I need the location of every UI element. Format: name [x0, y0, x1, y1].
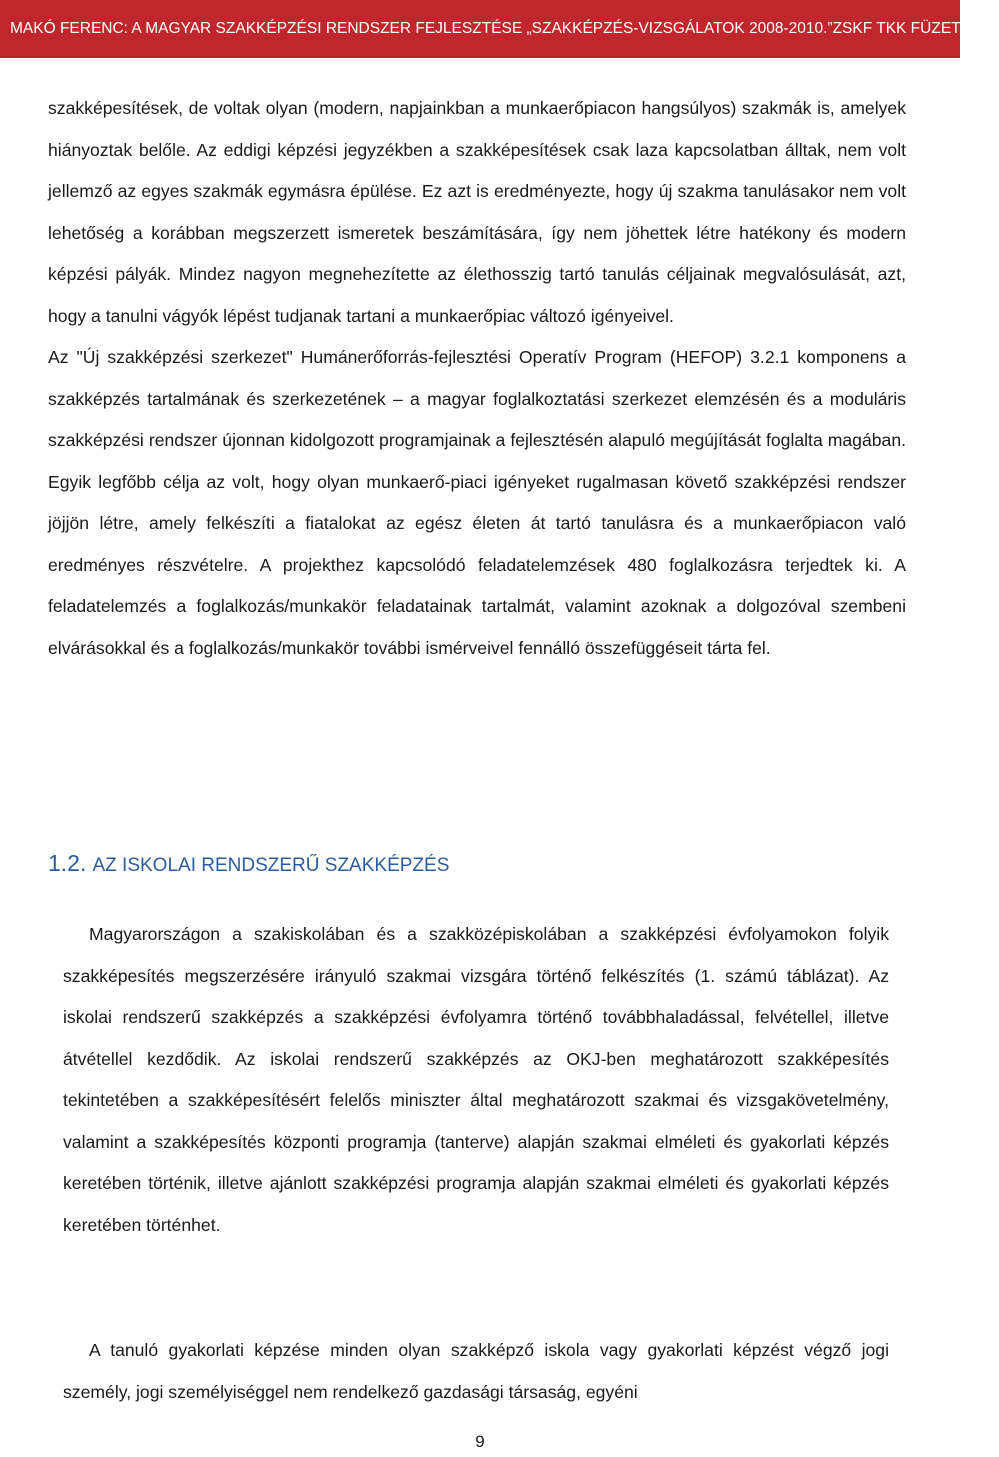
running-header — [0, 0, 999, 58]
section-paragraph-2: A tanuló gyakorlati képzése minden olyan szakképző iskola vagy gyakorlati képzést végző jogi személy, jogi személyiséggel nem rendelkező gazdasági társaság, egyéni — [63, 1340, 889, 1402]
section-heading — [48, 833, 906, 896]
body-text — [48, 88, 906, 669]
body-paragraph-1: szakképesítések, de voltak olyan (modern, napjainkban a munkaerőpiacon hangsúlyos) szakmák is, amelyek hiányoztak belőle. Az eddigi képzési jegyzékben a szakképesítések csak laza kapcsolatban álltak, nem volt jellemző az egyes szakmák egymásra épülése. Ez azt is eredményezte, hogy új szakma tanulásakor nem volt lehetőség a korábban megszerzett ismeretek beszámítására, így nem jöhettek létre hatékony és modern képzési pályák. Mindez nagyon megnehezítette az élethosszig tartó tanulás céljainak megvalósulását, azt, hogy a tanulni vágyók lépést tudjanak tartani a munkaerőpiac változó igényeivel. — [48, 98, 906, 326]
section-paragraph-1: Magyarországon a szakiskolában és a szakközépiskolában a szakképzési évfolyamokon folyik szakképesítés megszerzésére irányuló szakmai vizsgára történő felkészítés (1. számú táblázat). Az iskolai rendszerű szakképzés a szakképzési évfolyamra történő továbbhaladással, felvétellel, illetve átvétellel kezdődik. Az iskolai rendszerű szakképzés az OKJ-ben meghatározott szakképesítés tekintetében a szakképesítésért felelős miniszter által meghatározott szakmai és vizsgakövetelmény, valamint a szakképesítés központi programja (tanterve) alapján szakmai elméleti és gyakorlati képzés keretében történik, illetve ajánlott szakképzési programja alapján szakmai elméleti és gyakorlati képzés keretében történhet. — [63, 924, 889, 1235]
section-header — [48, 833, 906, 896]
header-series: ZSKF TKK FÜZETEK 6. — [832, 20, 999, 37]
section-title: AZ ISKOLAI RENDSZERŰ SZAKKÉPZÉS — [92, 855, 450, 876]
section-number: 1.2. — [48, 850, 87, 876]
page-number: 9 — [475, 1432, 485, 1451]
header-title: MAKÓ FERENC: A MAGYAR SZAKKÉPZÉSI RENDSZER FEJLESZTÉSE „SZAKKÉPZÉS-VIZSGÁLATOK 2008-2010.” — [10, 20, 833, 37]
body-paragraph-2: Az "Új szakképzési szerkezet" Humánerőforrás-fejlesztési Operatív Program (HEFOP) 3.2.1 komponens a szakképzés tartalmának és szerkezetének – a magyar foglalkoztatási szerkezet elemzésén és a moduláris szakképzési rendszer újonnan kidolgozott programjainak a fejlesztésén alapuló megújítását foglalta magában. Egyik legfőbb célja az volt, hogy olyan munkaerő-piaci igényeket rugalmasan követő szakképzési rendszer jöjjön létre, amely felkészíti a fiatalokat az egész életen át tartó tanulásra és a munkaerőpiacon való eredményes részvételre. A projekthez kapcsolódó feladatelemzések 480 foglalkozásra terjedtek ki. A feladatelemzés a foglalkozás/munkakör feladatainak tartalmát, valamint azoknak a dolgozóval szembeni elvárásokkal és a foglalkozás/munkakör további ismérveivel fennálló összefüggéseit tárta fel. — [48, 347, 906, 658]
